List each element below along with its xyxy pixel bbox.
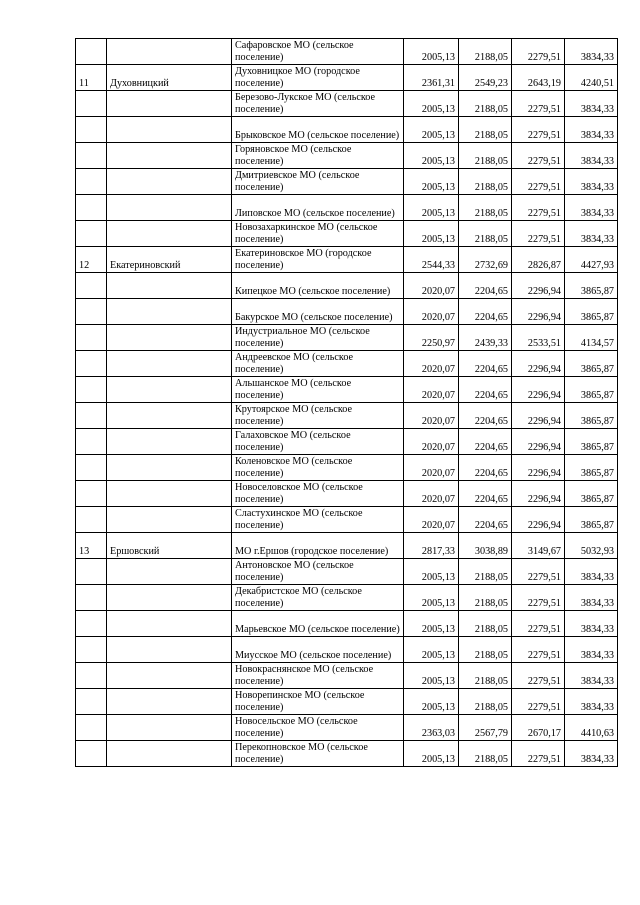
value-4: 3834,33 — [565, 117, 618, 143]
table-row — [76, 559, 618, 585]
row-number — [76, 455, 107, 481]
value-4: 3834,33 — [565, 39, 618, 65]
district-name — [107, 351, 232, 377]
table-row — [76, 585, 618, 611]
table-row — [76, 663, 618, 689]
value-1: 2005,13 — [404, 39, 459, 65]
district-name — [107, 117, 232, 143]
district-name — [107, 741, 232, 767]
value-3: 2279,51 — [512, 169, 565, 195]
value-3: 2296,94 — [512, 507, 565, 533]
district-name — [107, 663, 232, 689]
value-2: 2188,05 — [459, 39, 512, 65]
table-row — [76, 533, 618, 559]
value-3: 2279,51 — [512, 611, 565, 637]
table-row — [76, 481, 618, 507]
value-2: 2567,79 — [459, 715, 512, 741]
district-name — [107, 429, 232, 455]
value-1: 2005,13 — [404, 585, 459, 611]
value-1: 2817,33 — [404, 533, 459, 559]
value-2: 2204,65 — [459, 377, 512, 403]
municipality-name: Дмитриевское МО (сельское поселение) — [232, 169, 404, 195]
row-number — [76, 715, 107, 741]
table-row — [76, 221, 618, 247]
municipality-name: Новорепинское МО (сельское поселение) — [232, 689, 404, 715]
table-row — [76, 117, 618, 143]
row-number — [76, 117, 107, 143]
value-4: 3865,87 — [565, 299, 618, 325]
value-3: 2296,94 — [512, 351, 565, 377]
value-3: 2826,87 — [512, 247, 565, 273]
value-4: 3834,33 — [565, 689, 618, 715]
value-4: 3865,87 — [565, 429, 618, 455]
value-2: 2204,65 — [459, 429, 512, 455]
district-name — [107, 481, 232, 507]
table-row — [76, 273, 618, 299]
row-number — [76, 481, 107, 507]
district-name: Духовницкий — [107, 65, 232, 91]
table-row — [76, 611, 618, 637]
value-2: 2188,05 — [459, 195, 512, 221]
table-row — [76, 741, 618, 767]
row-number — [76, 221, 107, 247]
district-name: Ершовский — [107, 533, 232, 559]
value-3: 2279,51 — [512, 195, 565, 221]
district-name — [107, 611, 232, 637]
municipality-name: Новозахаркинское МО (сельское поселение) — [232, 221, 404, 247]
value-3: 2279,51 — [512, 663, 565, 689]
table-row — [76, 91, 618, 117]
table-row — [76, 325, 618, 351]
value-4: 3834,33 — [565, 611, 618, 637]
district-name — [107, 455, 232, 481]
district-name — [107, 169, 232, 195]
municipality-name: Екатериновское МО (городское поселение) — [232, 247, 404, 273]
value-4: 3865,87 — [565, 455, 618, 481]
row-number — [76, 377, 107, 403]
value-1: 2020,07 — [404, 377, 459, 403]
value-1: 2020,07 — [404, 455, 459, 481]
value-4: 3834,33 — [565, 221, 618, 247]
table-row — [76, 637, 618, 663]
value-4: 4427,93 — [565, 247, 618, 273]
row-number — [76, 169, 107, 195]
table-row — [76, 715, 618, 741]
row-number — [76, 429, 107, 455]
value-4: 3834,33 — [565, 559, 618, 585]
value-2: 2188,05 — [459, 663, 512, 689]
value-1: 2005,13 — [404, 169, 459, 195]
municipality-name: Сластухинское МО (сельское поселение) — [232, 507, 404, 533]
table-row — [76, 455, 618, 481]
value-1: 2005,13 — [404, 195, 459, 221]
value-2: 2204,65 — [459, 403, 512, 429]
value-4: 3834,33 — [565, 663, 618, 689]
municipality-name: Брыковское МО (сельское поселение) — [232, 117, 404, 143]
district-name — [107, 403, 232, 429]
value-1: 2020,07 — [404, 481, 459, 507]
district-name — [107, 507, 232, 533]
row-number — [76, 273, 107, 299]
table-row — [76, 351, 618, 377]
district-name — [107, 91, 232, 117]
value-1: 2361,31 — [404, 65, 459, 91]
value-3: 2279,51 — [512, 39, 565, 65]
table-row — [76, 377, 618, 403]
value-1: 2020,07 — [404, 429, 459, 455]
value-2: 2188,05 — [459, 143, 512, 169]
row-number — [76, 559, 107, 585]
value-4: 5032,93 — [565, 533, 618, 559]
municipality-name: МО г.Ершов (городское поселение) — [232, 533, 404, 559]
table-row — [76, 507, 618, 533]
value-3: 2296,94 — [512, 429, 565, 455]
value-3: 2296,94 — [512, 403, 565, 429]
municipality-name: Кипецкое МО (сельское поселение) — [232, 273, 404, 299]
municipality-name: Новокраснянское МО (сельское поселение) — [232, 663, 404, 689]
value-4: 4410,63 — [565, 715, 618, 741]
table-row — [76, 299, 618, 325]
district-name — [107, 221, 232, 247]
value-2: 2188,05 — [459, 559, 512, 585]
district-name — [107, 143, 232, 169]
value-1: 2544,33 — [404, 247, 459, 273]
value-3: 2279,51 — [512, 559, 565, 585]
table-row — [76, 143, 618, 169]
value-2: 3038,89 — [459, 533, 512, 559]
value-4: 3865,87 — [565, 403, 618, 429]
municipality-name: Галаховское МО (сельское поселение) — [232, 429, 404, 455]
municipality-name: Антоновское МО (сельское поселение) — [232, 559, 404, 585]
row-number — [76, 325, 107, 351]
district-name — [107, 377, 232, 403]
value-3: 2670,17 — [512, 715, 565, 741]
value-1: 2020,07 — [404, 507, 459, 533]
value-4: 4240,51 — [565, 65, 618, 91]
value-2: 2188,05 — [459, 741, 512, 767]
row-number — [76, 689, 107, 715]
district-name — [107, 689, 232, 715]
municipality-name: Новосельское МО (сельское поселение) — [232, 715, 404, 741]
municipality-name: Духовницкое МО (городское поселение) — [232, 65, 404, 91]
district-name — [107, 325, 232, 351]
value-3: 2533,51 — [512, 325, 565, 351]
value-1: 2005,13 — [404, 91, 459, 117]
table-row — [76, 689, 618, 715]
value-1: 2005,13 — [404, 689, 459, 715]
value-2: 2188,05 — [459, 637, 512, 663]
table-row — [76, 195, 618, 221]
table-row — [76, 65, 618, 91]
value-4: 3865,87 — [565, 507, 618, 533]
value-1: 2005,13 — [404, 559, 459, 585]
value-3: 2296,94 — [512, 481, 565, 507]
value-3: 2279,51 — [512, 221, 565, 247]
value-1: 2005,13 — [404, 221, 459, 247]
value-2: 2188,05 — [459, 221, 512, 247]
municipality-name: Крутоярское МО (сельское поселение) — [232, 403, 404, 429]
district-name — [107, 559, 232, 585]
value-4: 3865,87 — [565, 481, 618, 507]
value-2: 2204,65 — [459, 299, 512, 325]
row-number — [76, 585, 107, 611]
value-4: 3834,33 — [565, 741, 618, 767]
value-3: 2279,51 — [512, 117, 565, 143]
value-1: 2363,03 — [404, 715, 459, 741]
row-number: 12 — [76, 247, 107, 273]
value-1: 2250,97 — [404, 325, 459, 351]
value-2: 2188,05 — [459, 585, 512, 611]
district-name — [107, 585, 232, 611]
value-4: 3865,87 — [565, 377, 618, 403]
district-name — [107, 273, 232, 299]
row-number — [76, 39, 107, 65]
value-4: 3834,33 — [565, 91, 618, 117]
row-number — [76, 91, 107, 117]
value-3: 2279,51 — [512, 91, 565, 117]
value-4: 3834,33 — [565, 585, 618, 611]
row-number — [76, 637, 107, 663]
value-2: 2204,65 — [459, 351, 512, 377]
municipality-name: Перекопновское МО (сельское поселение) — [232, 741, 404, 767]
municipality-name: Сафаровское МО (сельское поселение) — [232, 39, 404, 65]
value-2: 2439,33 — [459, 325, 512, 351]
value-1: 2020,07 — [404, 403, 459, 429]
table-row — [76, 39, 618, 65]
table-body — [76, 39, 618, 767]
municipality-name: Бакурское МО (сельское поселение) — [232, 299, 404, 325]
municipality-name: Миусское МО (сельское поселение) — [232, 637, 404, 663]
value-1: 2020,07 — [404, 299, 459, 325]
row-number — [76, 143, 107, 169]
row-number — [76, 741, 107, 767]
row-number — [76, 663, 107, 689]
table-row — [76, 403, 618, 429]
municipality-name: Липовское МО (сельское поселение) — [232, 195, 404, 221]
row-number — [76, 507, 107, 533]
row-number — [76, 195, 107, 221]
district-name — [107, 39, 232, 65]
value-1: 2020,07 — [404, 273, 459, 299]
value-2: 2188,05 — [459, 611, 512, 637]
value-1: 2005,13 — [404, 611, 459, 637]
value-2: 2732,69 — [459, 247, 512, 273]
municipality-name: Марьевское МО (сельское поселение) — [232, 611, 404, 637]
value-2: 2204,65 — [459, 481, 512, 507]
municipality-name: Альшанское МО (сельское поселение) — [232, 377, 404, 403]
value-4: 3834,33 — [565, 195, 618, 221]
value-2: 2188,05 — [459, 169, 512, 195]
value-2: 2204,65 — [459, 273, 512, 299]
value-3: 2296,94 — [512, 377, 565, 403]
district-name — [107, 637, 232, 663]
value-4: 3834,33 — [565, 169, 618, 195]
row-number — [76, 403, 107, 429]
value-3: 2279,51 — [512, 143, 565, 169]
value-1: 2005,13 — [404, 117, 459, 143]
value-2: 2188,05 — [459, 689, 512, 715]
table-row — [76, 429, 618, 455]
row-number — [76, 351, 107, 377]
table-row — [76, 247, 618, 273]
value-2: 2188,05 — [459, 91, 512, 117]
value-1: 2005,13 — [404, 637, 459, 663]
municipality-name: Декабристское МО (сельское поселение) — [232, 585, 404, 611]
municipality-name: Новоселовское МО (сельское поселение) — [232, 481, 404, 507]
tariff-table — [75, 38, 618, 767]
table-row — [76, 169, 618, 195]
value-2: 2204,65 — [459, 507, 512, 533]
value-3: 2296,94 — [512, 299, 565, 325]
district-name — [107, 299, 232, 325]
value-4: 4134,57 — [565, 325, 618, 351]
value-1: 2005,13 — [404, 663, 459, 689]
value-2: 2549,23 — [459, 65, 512, 91]
municipality-name: Андреевское МО (сельское поселение) — [232, 351, 404, 377]
value-3: 3149,67 — [512, 533, 565, 559]
value-4: 3834,33 — [565, 143, 618, 169]
row-number: 11 — [76, 65, 107, 91]
value-3: 2296,94 — [512, 455, 565, 481]
district-name — [107, 715, 232, 741]
value-1: 2005,13 — [404, 741, 459, 767]
value-4: 3865,87 — [565, 273, 618, 299]
value-2: 2188,05 — [459, 117, 512, 143]
row-number — [76, 299, 107, 325]
value-3: 2279,51 — [512, 637, 565, 663]
value-3: 2279,51 — [512, 689, 565, 715]
municipality-name: Березово-Лукское МО (сельское поселение) — [232, 91, 404, 117]
value-2: 2204,65 — [459, 455, 512, 481]
value-3: 2643,19 — [512, 65, 565, 91]
value-1: 2005,13 — [404, 143, 459, 169]
municipality-name: Горяновское МО (сельское поселение) — [232, 143, 404, 169]
row-number: 13 — [76, 533, 107, 559]
value-4: 3834,33 — [565, 637, 618, 663]
district-name — [107, 195, 232, 221]
municipality-name: Коленовское МО (сельское поселение) — [232, 455, 404, 481]
district-name: Екатериновский — [107, 247, 232, 273]
value-1: 2020,07 — [404, 351, 459, 377]
municipality-name: Индустриальное МО (сельское поселение) — [232, 325, 404, 351]
value-3: 2296,94 — [512, 273, 565, 299]
value-3: 2279,51 — [512, 585, 565, 611]
row-number — [76, 611, 107, 637]
value-3: 2279,51 — [512, 741, 565, 767]
value-4: 3865,87 — [565, 351, 618, 377]
